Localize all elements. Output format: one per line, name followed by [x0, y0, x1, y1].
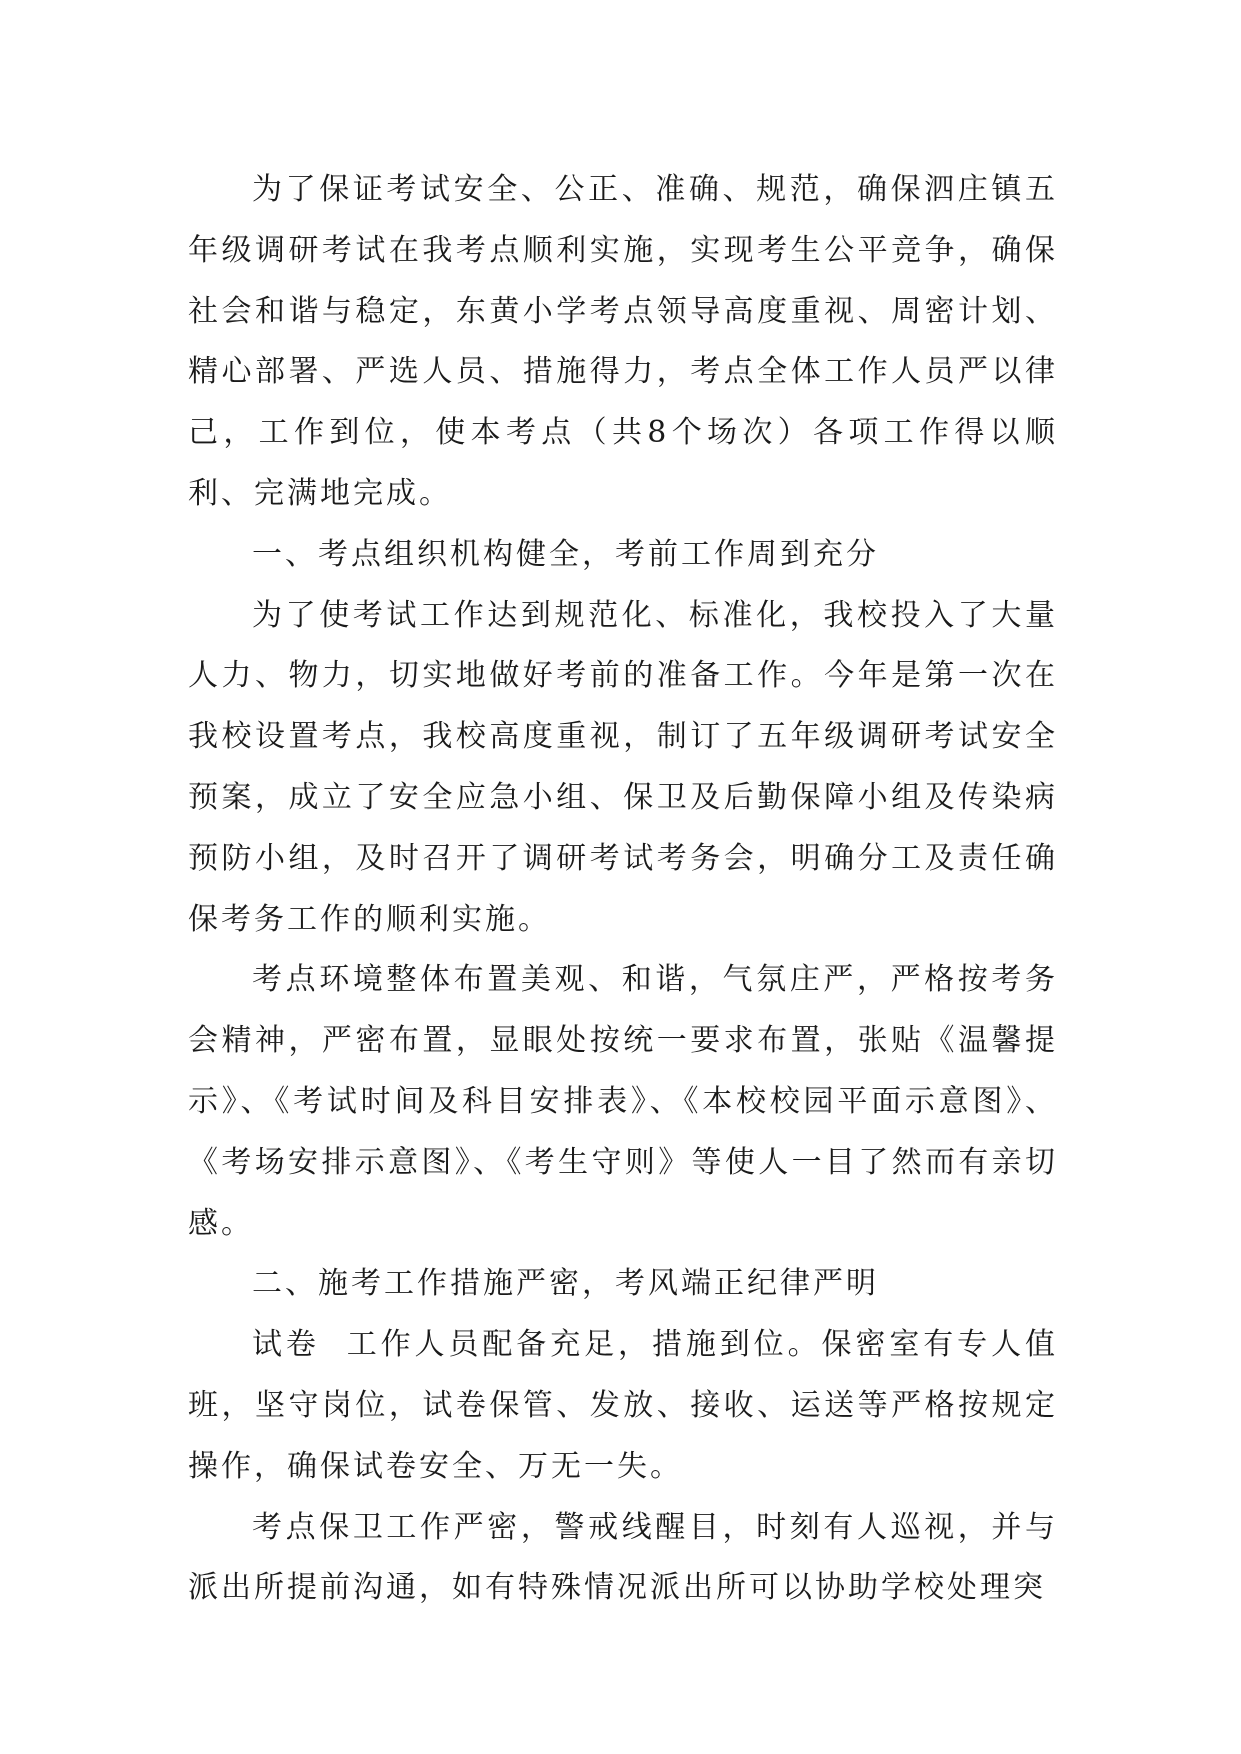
section-heading-1: 一、考点组织机构健全，考前工作周到充分	[252, 536, 879, 572]
body-paragraph: 为了使考试工作达到规范化、标准化，我校投入了大量人力、物力，切实地做好考前的准备工作。今年是第一次在我校设置考点，我校高度重视，制订了五年级调研考试安全预案，成立了安全应急小组、保卫及后勤保障小组及传染病预防小组，及时召开了调研考试考务会，明确分工及责任确保考务工作的顺利实施。	[188, 597, 1058, 937]
intro-paragraph: 为了保证考试安全、公正、准确、规范，确保泗庄镇五年级调研考试在我考点顺利实施，实现考生公平竞争，确保社会和谐与稳定，东黄小学考点领导高度重视、周密计划、精心部署、严选人员、措施得力，考点全体工作人员严以律己，工作到位，使本考点（共8个场次）各项工作得以顺利、完满地完成。	[188, 172, 1058, 511]
section-heading-2: 二、施考工作措施严密，考风端正纪律严明	[252, 1266, 879, 1302]
body-paragraph: 考点环境整体布置美观、和谐，气氛庄严，严格按考务会精神，严密布置，显眼处按统一要求布置，张贴《温馨提示》、《考试时间及科目安排表》、《本校校园平面示意图》、《考场安排示意图》、《考生守则》等使人一目了然而有亲切感。	[188, 962, 1058, 1241]
body-paragraph: 考点保卫工作严密，警戒线醒目，时刻有人巡视，并与派出所提前沟通，如有特殊情况派出所可以协助学校处理突	[188, 1509, 1058, 1606]
document-body	[188, 160, 1058, 1619]
body-paragraph: 试卷 工作人员配备充足，措施到位。保密室有专人值班，坚守岗位，试卷保管、发放、接收、运送等严格按规定操作，确保试卷安全、万无一失。	[188, 1327, 1058, 1484]
